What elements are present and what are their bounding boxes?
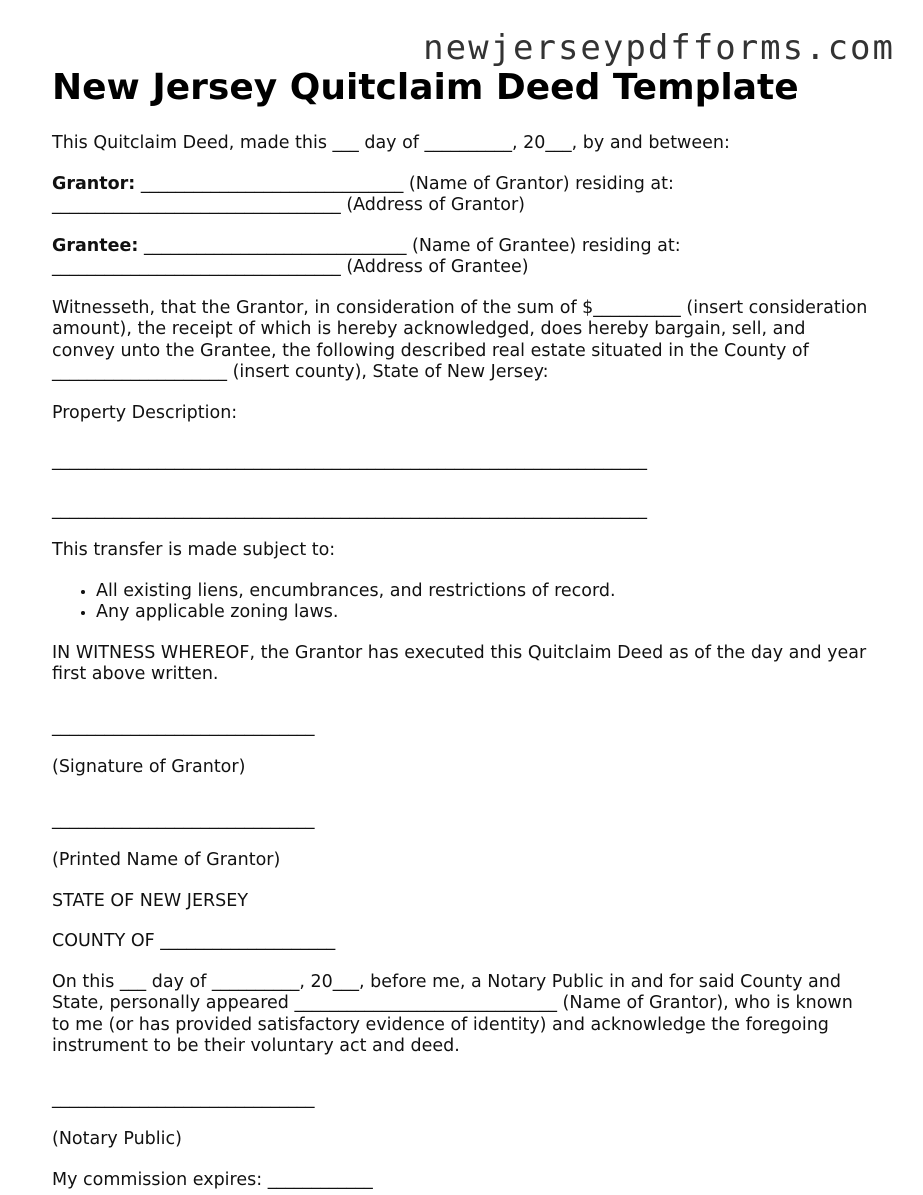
witnesseth-paragraph: Witnesseth, that the Grantor, in consideration of the sum of $__________ (insert consideration amount), the receipt of which is hereby acknowledged, does hereby bargain, sell, and convey unto the Grantee, the following described real estate situated in the County of ____________________ (insert county), State of New Jersey: bbox=[52, 297, 868, 382]
grantee-label: Grantee: bbox=[52, 235, 139, 256]
grantee-name-line: ______________________________ (Name of Grantee) residing at: bbox=[143, 235, 681, 256]
grantor-printed-name-line: ______________________________ bbox=[52, 809, 315, 830]
county-line: COUNTY OF ____________________ bbox=[52, 931, 336, 951]
state-heading: STATE OF NEW JERSEY bbox=[52, 890, 249, 911]
document-title: New Jersey Quitclaim Deed Template bbox=[52, 67, 799, 108]
property-description-line-1: ____________________________________________________________________ bbox=[52, 451, 647, 471]
document-page bbox=[52, 0, 872, 1191]
subject-intro: This transfer is made subject to: bbox=[52, 540, 336, 560]
grantee-address-line: _________________________________ (Address of Grantee) bbox=[52, 257, 529, 277]
grantor-address-line: _________________________________ (Address of Grantor) bbox=[52, 195, 525, 215]
grantor-printed-name-caption: (Printed Name of Grantor) bbox=[52, 850, 281, 870]
grantee-paragraph bbox=[52, 236, 872, 279]
property-description-label: Property Description: bbox=[52, 402, 238, 423]
intro-paragraph: This Quitclaim Deed, made this ___ day of __________, 20___, by and between: bbox=[52, 133, 730, 153]
grantor-signature-line: ______________________________ bbox=[52, 716, 315, 737]
in-witness-paragraph: IN WITNESS WHEREOF, the Grantor has executed this Quitclaim Deed as of the day and year first above written. bbox=[52, 642, 867, 684]
commission-expires: My commission expires: ____________ bbox=[52, 1169, 373, 1190]
property-description-line-2: ____________________________________________________________________ bbox=[52, 499, 647, 520]
notary-acknowledgment: On this ___ day of __________, 20___, before me, a Notary Public in and for said County and State, personally appeared ______________________________ (Name of Grantor), who is known to me (or has provided satisfactory evidence of identity) and acknowledge the foregoing instrument to be their voluntary act and deed. bbox=[52, 971, 853, 1056]
grantor-name-line: ______________________________ (Name of Grantor) residing at: bbox=[140, 173, 674, 194]
list-item: • All existing liens, encumbrances, and restrictions of record. bbox=[96, 581, 872, 603]
grantor-paragraph bbox=[52, 174, 872, 217]
subject-list bbox=[52, 581, 872, 624]
notary-caption: (Notary Public) bbox=[52, 1129, 182, 1149]
watermark: newjerseypdfforms.com bbox=[423, 28, 895, 68]
grantor-label: Grantor: bbox=[52, 173, 136, 194]
list-item: • Any applicable zoning laws. bbox=[96, 602, 872, 624]
notary-signature-line: ______________________________ bbox=[52, 1088, 315, 1109]
grantor-signature-caption: (Signature of Grantor) bbox=[52, 757, 246, 777]
